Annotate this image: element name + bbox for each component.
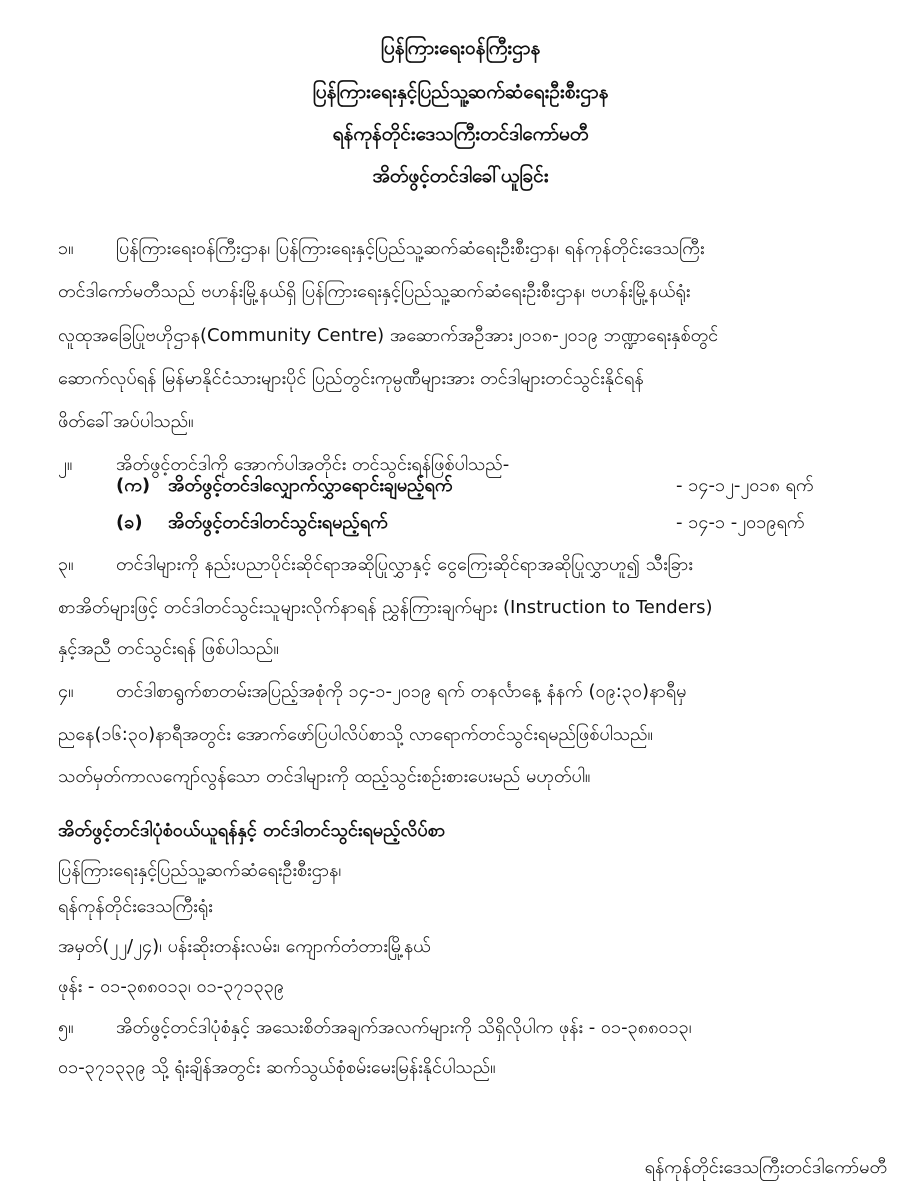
item-b-label: (ခ) — [116, 512, 143, 533]
paragraph-1-number: ၁။ — [58, 238, 74, 259]
paragraph-3-line-3: နှင့်အညီ တင်သွင်းရန် ဖြစ်ပါသည်။ — [58, 638, 279, 659]
paragraph-4-number: ၄။ — [58, 681, 74, 702]
item-a-text: အိတ်ဖွင့်တင်ဒါလျှောက်လွှာရောင်းချမည့်ရက် — [168, 475, 453, 496]
address-phone: ဖုန်း - ၀၁-၃၈၈၀၁၃၊ ၀၁-၃၇၁၃၃၉ — [58, 976, 284, 997]
address-line-1: ပြန်ကြားရေးနှင့်ပြည်သူ့ဆက်ဆံရေးဦးစီးဌာန၊ — [58, 860, 342, 881]
paragraph-4-line-2: ညနေ(၁၆:၃၀)နာရီအတွင်း အောက်ဖော်ပြပါလိပ်စာသို့ လာရောက်တင်သွင်းရမည်ဖြစ်ပါသည်။ — [58, 724, 653, 745]
paragraph-5-number: ၅။ — [58, 1017, 74, 1038]
paragraph-3-line-1: ၃။ တင်ဒါများကို နည်းပညာပိုင်းဆိုင်ရာအဆိုပြုလွှာနှင့် ငွေကြေးဆိုင်ရာအဆိုပြုလွှာဟူ၍ သီးခြား — [58, 552, 693, 579]
item-b-text: အိတ်ဖွင့်တင်ဒါတင်သွင်းရမည့်ရက် — [168, 512, 388, 533]
address-line-3: အမှတ်(၂၂/၂၄)၊ ပန်းဆိုးတန်းလမ်း၊ ကျောက်တံတားမြို့နယ် — [58, 936, 431, 957]
paragraph-1-line-1: ၁။ ပြန်ကြားရေးဝန်ကြီးဌာန၊ ပြန်ကြားရေးနှင့်ပြည်သူ့ဆက်ဆံရေးဦးစီးဌာန၊ ရန်ကုန်တိုင်းဒေသကြီး — [58, 236, 704, 263]
item-b — [116, 510, 388, 537]
paragraph-1-line-5: ဖိတ်ခေါ်အပ်ပါသည်။ — [58, 411, 194, 432]
item-a-date: - ၁၄-၁၂-၂၀၁၈ ရက် — [676, 475, 814, 496]
signature-committee: ရန်ကုန်တိုင်းဒေသကြီးတင်ဒါကော်မတီ — [644, 1157, 887, 1178]
item-b-date: - ၁၄-၁ -၂၀၁၉ရက် — [676, 512, 805, 533]
address-heading: အိတ်ဖွင့်တင်ဒါပုံစံဝယ်ယူရန်နှင့် တင်ဒါတင်သွင်းရမည့်လိပ်စာ — [58, 820, 446, 841]
paragraph-4-line-3: သတ်မှတ်ကာလကျော်လွန်သော တင်ဒါများကို ထည့်သွင်းစဉ်းစားပေးမည် မဟုတ်ပါ။ — [58, 766, 591, 787]
paragraph-3-number: ၃။ — [58, 554, 74, 575]
paragraph-3-line-2: စာအိတ်များဖြင့် တင်ဒါတင်သွင်းသူများလိုက်နာရန် ညွှန်ကြားချက်များ (Instruction to Tenders) — [58, 597, 713, 618]
paragraph-1-line-2: တင်ဒါကော်မတီသည် ဗဟန်းမြို့နယ်ရှိ ပြန်ကြားရေးနှင့်ပြည်သူ့ဆက်ဆံရေးဦးစီးဌာန၊ ဗဟန်းမြို့နယ်ရုံး — [58, 281, 691, 302]
paragraph-1-line-4: ဆောက်လုပ်ရန် မြန်မာနိုင်ငံသားများပိုင် ပြည်တွင်းကုမ္ပဏီများအား တင်ဒါများတင်သွင်းနိုင်ရန် — [58, 368, 644, 389]
paragraph-1-line-3: လူထုအခြေပြုဗဟိုဌာန(Community Centre) အဆောက်အဦအား၂၀၁၈-၂၀၁၉ ဘဏ္ဍာရေးနှစ်တွင် — [58, 325, 719, 346]
notice-title: အိတ်ဖွင့်တင်ဒါခေါ်ယူခြင်း — [372, 165, 549, 187]
ministry-title: ပြန်ကြားရေးဝန်ကြီးဌာန — [380, 37, 541, 59]
item-a-label: (က) — [116, 475, 151, 496]
paragraph-2-number: ၂။ — [58, 454, 73, 475]
paragraph-5-line-1: ၅။ အိတ်ဖွင့်တင်ဒါပုံစံနှင့် အသေးစိတ်အချက်အလက်များကို သိရှိလိုပါက ဖုန်း - ၀၁-၃၈၈၀၁၃၊ — [58, 1015, 692, 1042]
address-line-2: ရန်ကုန်တိုင်းဒေသကြီးရုံး — [58, 896, 213, 917]
paragraph-4-line-1: ၄။ တင်ဒါစာရွက်စာတမ်းအပြည့်အစုံကို ၁၄-၁-၂၀၁၉ ရက် တနင်္လာနေ့ နံနက် (၀၉:၃၀)နာရီမှ — [58, 679, 686, 706]
paragraph-5-line-2: ၀၁-၃၇၁၃၃၉ သို့ ရုံးချိန်အတွင်း ဆက်သွယ်စုံစမ်းမေးမြန်းနိုင်ပါသည်။ — [58, 1057, 496, 1078]
item-a — [116, 473, 452, 500]
department-title: ပြန်ကြားရေးနှင့်ပြည်သူ့ဆက်ဆံရေးဦးစီးဌာန — [312, 81, 609, 103]
paragraph-2-intro: ၂။ အိတ်ဖွင့်တင်ဒါကို အောက်ပါအတိုင်း တင်သွင်းရန်ဖြစ်ပါသည်- — [58, 452, 509, 479]
committee-title: ရန်ကုန်တိုင်းဒေသကြီးတင်ဒါကော်မတီ — [332, 123, 589, 145]
